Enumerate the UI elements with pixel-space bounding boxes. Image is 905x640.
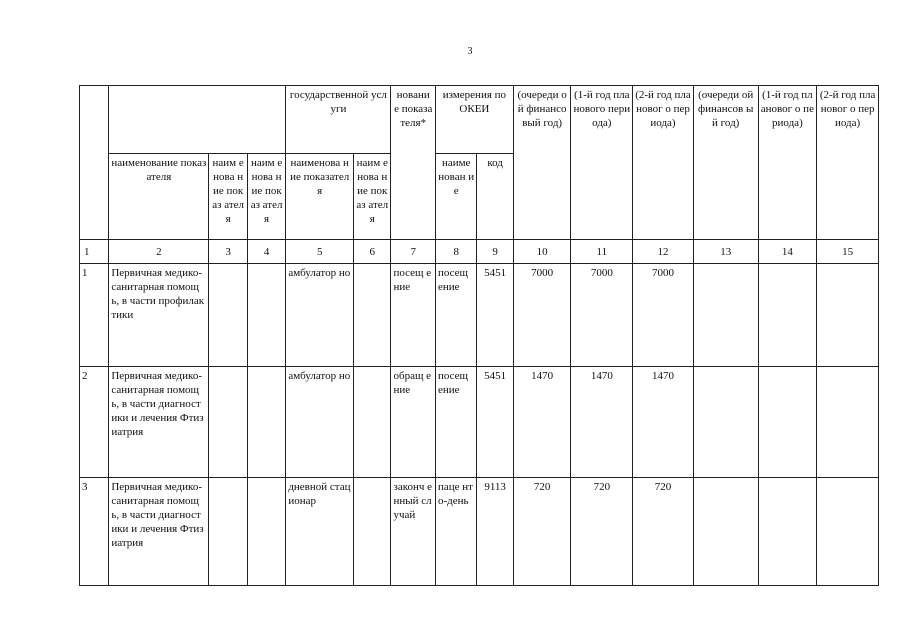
value-col-11: 1470: [571, 367, 633, 478]
service-name: Первичная медико-санитарная помощь, в части диагностики и лечения Фтизиатрия: [109, 367, 209, 478]
column-number: 5: [286, 240, 354, 264]
unit-code: 5451: [477, 264, 513, 367]
service-condition: амбулатор но: [286, 264, 354, 367]
header-col-10: (очереди ой финансо вый год): [513, 86, 571, 240]
row-cell-3: [209, 264, 247, 367]
row-cell-6: [354, 367, 391, 478]
value-col-14: [758, 367, 817, 478]
header-col-12: (2-й год плановог о периода): [633, 86, 694, 240]
row-cell-3: [209, 367, 247, 478]
header-col-11: (1-й год планового периода): [571, 86, 633, 240]
value-col-14: [758, 264, 817, 367]
column-number: 13: [693, 240, 758, 264]
column-number: 3: [209, 240, 247, 264]
row-cell-6: [354, 478, 391, 586]
value-col-12: 720: [633, 478, 694, 586]
header-okei-unit: [435, 86, 513, 154]
value-col-11: 720: [571, 478, 633, 586]
value-col-15: [817, 264, 879, 367]
header-service-group: государственной услуги: [286, 86, 391, 154]
header-sub-col-4: наим енова ние показ ателя: [247, 154, 285, 240]
column-number: 10: [513, 240, 571, 264]
service-volume-table: [79, 85, 879, 586]
value-col-12: 7000: [633, 264, 694, 367]
value-col-15: [817, 478, 879, 586]
header-sub-col-6: наим енова ние показ ателя: [354, 154, 391, 240]
row-number: 2: [80, 367, 109, 478]
unit-code: 9113: [477, 478, 513, 586]
column-number: 7: [391, 240, 435, 264]
header-cell-service-content: [109, 86, 286, 154]
column-number: 9: [477, 240, 513, 264]
header-sub-col-3: наим енова ние показ ателя: [209, 154, 247, 240]
value-col-13: [693, 264, 758, 367]
service-name: Первичная медико-санитарная помощь, в части профилактики: [109, 264, 209, 367]
table-row: [80, 264, 879, 367]
unit-name: паце нто-день: [435, 478, 476, 586]
column-number: 2: [109, 240, 209, 264]
service-condition: амбулатор но: [286, 367, 354, 478]
value-col-12: 1470: [633, 367, 694, 478]
header-okei-code: код: [477, 154, 513, 240]
value-col-14: [758, 478, 817, 586]
column-number: 8: [435, 240, 476, 264]
value-col-10: 1470: [513, 367, 571, 478]
header-col-15: (2-й год плановог о периода): [817, 86, 879, 240]
table-row: [80, 478, 879, 586]
indicator-name: посещ ение: [391, 264, 435, 367]
unit-code: 5451: [477, 367, 513, 478]
row-number: 1: [80, 264, 109, 367]
row-cell-4: [247, 478, 285, 586]
value-col-10: 7000: [513, 264, 571, 367]
column-number: 12: [633, 240, 694, 264]
value-col-15: [817, 367, 879, 478]
column-number: 15: [817, 240, 879, 264]
page-number: 3: [467, 46, 473, 57]
header-cell-1: [80, 86, 109, 240]
row-cell-4: [247, 264, 285, 367]
value-col-13: [693, 367, 758, 478]
header-row-top: [80, 86, 879, 154]
service-condition: дневной стационар: [286, 478, 354, 586]
indicator-name: обращ ение: [391, 367, 435, 478]
column-number: 11: [571, 240, 633, 264]
value-col-10: 720: [513, 478, 571, 586]
value-col-11: 7000: [571, 264, 633, 367]
header-col-14: (1-й год плановог о периода): [758, 86, 817, 240]
column-number-row: [80, 240, 879, 264]
header-okei-unit-label: измерения по ОКЕИ: [442, 89, 507, 115]
row-cell-4: [247, 367, 285, 478]
unit-name: посещ ение: [435, 264, 476, 367]
header-sub-indicator-name: наименование показателя: [109, 154, 209, 240]
column-number: 14: [758, 240, 817, 264]
header-okei-name: наиме нован ие: [435, 154, 476, 240]
value-col-13: [693, 478, 758, 586]
table-row: [80, 367, 879, 478]
column-number: 6: [354, 240, 391, 264]
row-cell-3: [209, 478, 247, 586]
unit-name: посещ ение: [435, 367, 476, 478]
service-name: Первичная медико-санитарная помощь, в части диагностики и лечения Фтизиатрия: [109, 478, 209, 586]
column-number: 4: [247, 240, 285, 264]
header-sub-col-5: наименова ние показателя: [286, 154, 354, 240]
column-number: 1: [80, 240, 109, 264]
header-indicator-name: новани е показа теля*: [391, 86, 435, 240]
indicator-name: законч енный случай: [391, 478, 435, 586]
header-col-13: (очереди ой финансов ый год): [693, 86, 758, 240]
row-cell-6: [354, 264, 391, 367]
row-number: 3: [80, 478, 109, 586]
